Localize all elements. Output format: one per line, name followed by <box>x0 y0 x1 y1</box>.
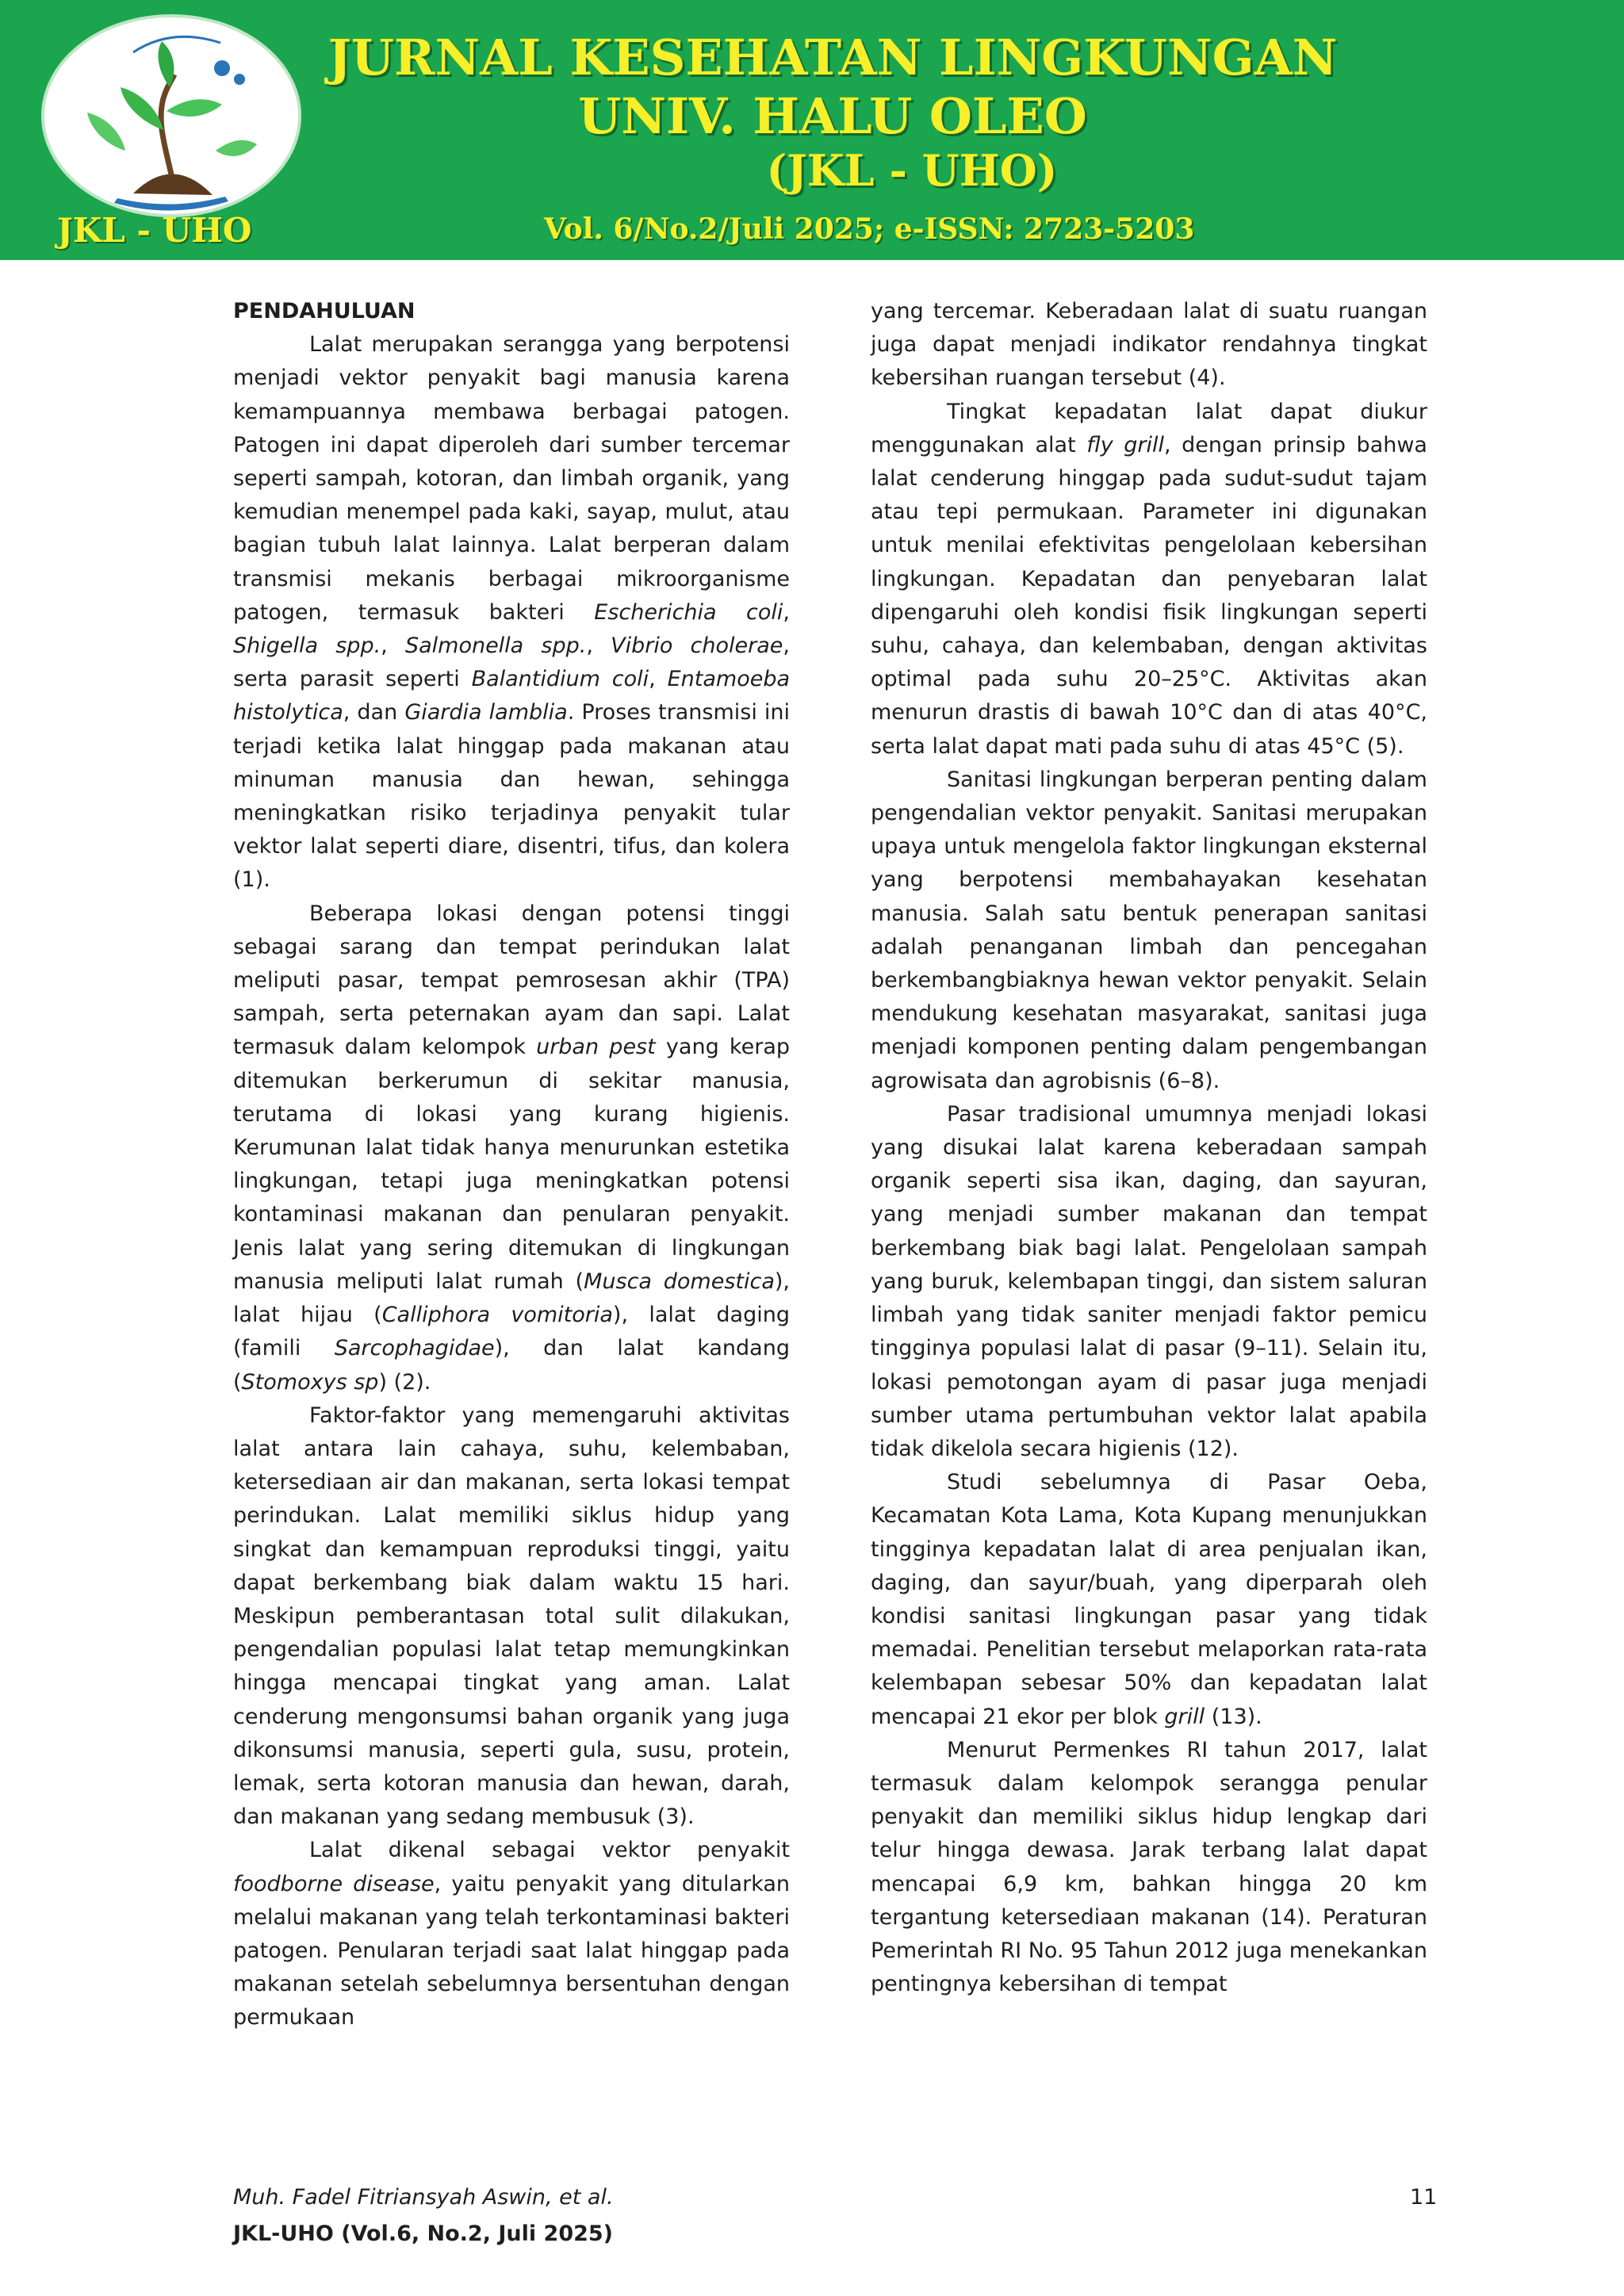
italic-term: Sarcophagidae <box>334 1336 495 1361</box>
text-run: Tingkat kepadatan lalat dapat diukur menggunakan alat <box>871 399 1427 457</box>
text-run: Lalat merupakan serangga yang berpotensi menjadi vektor penyakit bagi manusia karena kemampuannya membawa berbagai patogen. Patogen ini dapat diperoleh dari sumber tercemar seperti sampah, kotoran, dan limbah organik, yang kemudian menempel pada kaki, sayap, mulut, atau bagian tubuh lalat lainnya. Lalat berperan dalam transmisi mekanis berbagai mikroorganisme patogen, termasuk bakteri <box>233 332 790 625</box>
text-run: yang kerap ditemukan berkerumun di sekitar manusia, terutama di lokasi yang kurang higienis. Kerumunan lalat tidak hanya menurunkan estetika lingkungan, tetapi juga meningkatkan potensi kontaminasi makanan dan penularan penyakit. Jenis lalat yang sering ditemukan di lingkungan manusia meliputi lalat rumah ( <box>233 1035 790 1294</box>
page-number: 11 <box>1410 2185 1438 2210</box>
text-run: ), dan lalat kandang ( <box>233 1336 790 1395</box>
journal-title-line1: JURNAL KESEHATAN LINGKUNGAN <box>327 29 1338 86</box>
italic-term: Giardia lamblia <box>404 700 568 725</box>
paragraph-p10 <box>871 1734 1427 2002</box>
italic-term: grill <box>1164 1704 1205 1729</box>
text-run: Lalat dikenal sebagai vektor penyakit <box>309 1838 790 1863</box>
text-run: , <box>586 633 611 659</box>
italic-term: Escherichia coli <box>594 599 783 625</box>
italic-term: Entamoeba histolytica <box>233 667 791 725</box>
right-column <box>871 295 1427 2001</box>
text-run: . Proses transmisi ini terjadi ketika lalat hinggap pada makanan atau minuman manusia dan hewan, sehingga meningkatkan risiko terjadinya penyakit tular vektor lalat seperti diare, disentri, tifus, dan kolera (1). <box>233 700 791 893</box>
italic-term: Musca domestica <box>584 1269 775 1294</box>
journal-abbreviation: (JKL - UHO) <box>766 145 1058 196</box>
paragraph-p3 <box>233 1399 790 1835</box>
journal-header <box>0 0 1624 260</box>
paragraph-p1 <box>233 328 790 897</box>
text-run: ), lalat daging (famili <box>233 1303 790 1361</box>
section-heading: PENDAHULUAN <box>233 299 416 323</box>
text-run: Pasar tradisional umumnya menjadi lokasi yang disukai lalat karena keberadaan sampah organik seperti sisa ikan, daging, dan sayuran, yang menjadi sumber makanan dan tempat berkembang biak bagi lalat. Pengelolaan sampah yang buruk, kelembapan tinggi, dan sistem saluran limbah yang tidak saniter menjadi faktor pemicu tingginya populasi lalat di pasar (9–11). Selain itu, lokasi pemotongan ayam di pasar juga menjadi sumber utama pertumbuhan vektor lalat apabila tidak dikelola secara higienis (12). <box>871 1101 1427 1461</box>
text-run: Sanitasi lingkungan berperan penting dalam pengendalian vektor penyakit. Sanitasi merupakan upaya untuk mengelola faktor lingkungan eksternal yang berpotensi membahayakan kesehatan manusia. Salah satu bentuk penerapan sanitasi adalah penanganan limbah dan pencegahan berkembangbiaknya hewan vektor penyakit. Selain mendukung kesehatan masyarakat, sanitasi juga menjadi komponen penting dalam pengembangan agrowisata dan agrobisnis (6–8). <box>871 767 1427 1093</box>
paragraph-p8 <box>871 1098 1427 1466</box>
italic-term: Calliphora vomitoria <box>381 1303 613 1328</box>
italic-term: Vibrio cholerae <box>611 633 783 659</box>
text-run: (13). <box>1205 1704 1262 1729</box>
text-run: Beberapa lokasi dengan potensi tinggi sebagai sarang dan tempat perindukan lalat meliputi pasar, tempat pemrosesan akhir (TPA) sampah, serta peternakan ayam dan sapi. Lalat termasuk dalam kelompok <box>233 901 790 1060</box>
text-run: , serta parasit seperti <box>233 633 791 692</box>
text-run: Faktor-faktor yang memengaruhi aktivitas lalat antara lain cahaya, suhu, kelembaban, ketersediaan air dan makanan, serta lokasi tempat perindukan. Lalat memiliki siklus hidup yang singkat dan kemampuan reproduksi tinggi, yaitu dapat berkembang biak dalam waktu 15 hari. Meskipun pemberantasan total sulit dilakukan, pengendalian populasi lalat tetap memungkinkan hingga mencapai tingkat yang aman. Lalat cenderung mengonsumsi bahan organik yang juga dikonsumsi manusia, seperti gula, susu, protein, lemak, serta kotoran manusia dan hewan, darah, dan makanan yang sedang membusuk (3). <box>233 1402 790 1830</box>
text-run: , dan <box>343 700 405 725</box>
paragraph-p4 <box>233 1834 790 2034</box>
text-run: Menurut Permenkes RI tahun 2017, lalat termasuk dalam kelompok serangga penular penyakit dan memiliki siklus hidup lengkap dari telur hingga dewasa. Jarak terbang lalat dapat mencapai 6,9 km, bahkan hingga 20 km tergantung ketersediaan makanan (14). Peraturan Pemerintah RI No. 95 Tahun 2012 juga menekankan pentingnya kebersihan di tempat <box>871 1737 1427 1997</box>
text-run: , <box>381 633 405 659</box>
italic-term: Salmonella spp. <box>404 633 587 659</box>
journal-title-line2: UNIV. HALU OLEO <box>578 87 1087 145</box>
paragraph-p2 <box>233 897 790 1399</box>
text-run: , <box>649 667 668 692</box>
italic-term: foodborne disease <box>233 1871 435 1896</box>
text-run: ), lalat hijau ( <box>233 1269 791 1328</box>
italic-term: Shigella spp. <box>233 633 381 659</box>
text-run: ) (2). <box>378 1369 431 1395</box>
paragraph-p7 <box>871 763 1427 1098</box>
volume-issn-info: Vol. 6/No.2/Juli 2025; e-ISSN: 2723-5203 <box>544 212 1195 246</box>
paragraph-p9 <box>871 1466 1427 1734</box>
left-column <box>233 295 790 2035</box>
footer-citation: JKL-UHO (Vol.6, No.2, Juli 2025) <box>233 2221 614 2246</box>
italic-term: Balantidium coli <box>471 667 649 692</box>
text-run: , dengan prinsip bahwa lalat cenderung hinggap pada sudut-sudut tajam atau tepi permukaan. Parameter ini digunakan untuk menilai efektivitas pengelolaan kebersihan lingkungan. Kepadatan dan penyebaran lalat dipengaruhi oleh kondisi fisik lingkungan seperti suhu, cahaya, dan kelembaban, dengan aktivitas optimal pada suhu 20–25°C. Aktivitas akan menurun drastis di bawah 10°C dan di atas 40°C, serta lalat dapat mati pada suhu di atas 45°C (5). <box>871 432 1427 759</box>
text-run: , yaitu penyakit yang ditularkan melalui makanan yang telah terkontaminasi bakteri patogen. Penularan terjadi saat lalat hinggap pada makanan setelah sebelumnya bersentuhan dengan permukaan <box>233 1871 790 2030</box>
text-run: , <box>783 599 790 625</box>
italic-term: urban pest <box>536 1035 656 1060</box>
text-run: Studi sebelumnya di Pasar Oeba, Kecamatan Kota Lama, Kota Kupang menunjukkan tingginya kepadatan lalat di area penjualan ikan, daging, dan sayur/buah, yang diperparah oleh kondisi sanitasi lingkungan pasar yang tidak memadai. Penelitian tersebut melaporkan rata-rata kelembapan sebesar 50% dan kepadatan lalat mencapai 21 ekor per blok <box>871 1470 1427 1729</box>
paragraph-p5 <box>871 295 1427 396</box>
journal-logo-icon <box>38 11 304 220</box>
text-run: yang tercemar. Keberadaan lalat di suatu ruangan juga dapat menjadi indikator rendahnya tingkat kebersihan ruangan tersebut (4). <box>871 299 1427 391</box>
paragraph-p6 <box>871 396 1427 763</box>
italic-term: Stomoxys sp <box>241 1369 379 1395</box>
footer-author: Muh. Fadel Fitriansyah Aswin, et al. <box>233 2185 614 2210</box>
italic-term: fly grill <box>1086 432 1164 457</box>
journal-short-name: JKL - UHO <box>57 211 252 250</box>
